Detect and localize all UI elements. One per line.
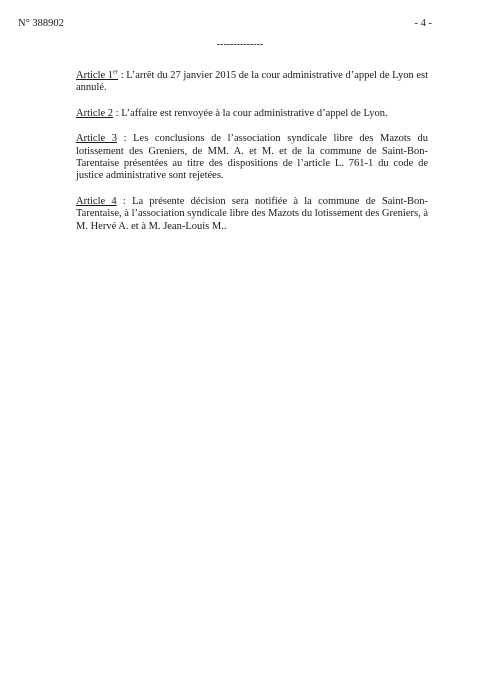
article-3-label: Article 3 xyxy=(76,133,118,145)
article-4-label: Article 4 xyxy=(76,195,117,207)
page-number: - 4 - xyxy=(414,18,432,29)
article-2-label: Article 2 xyxy=(76,107,114,119)
article-4 xyxy=(76,196,428,233)
separator-line: -------------- xyxy=(216,39,264,50)
articles-section xyxy=(76,70,428,246)
article-1-label: Article 1er xyxy=(76,68,119,81)
article-3-text: : Les conclusions de l’association syndicale libre des Mazots du lotissement des Greniers, de MM. A. et M. et de la commune de Saint-Bon-Tarentaise présentées au titre des dispositions de l’article L. 761-1 du code de justice administrative sont rejetées. xyxy=(76,133,429,182)
case-number: N° 388902 xyxy=(18,18,64,29)
article-2-text: : L’affaire est renvoyée à la cour administrative d’appel de Lyon. xyxy=(113,107,388,119)
article-2 xyxy=(76,108,428,120)
article-1-text: : L’arrêt du 27 janvier 2015 de la cour administrative d’appel de Lyon est annulé. xyxy=(76,70,428,94)
article-1 xyxy=(76,70,428,95)
article-3 xyxy=(76,133,428,183)
article-4-text: : La présente décision sera notifiée à la commune de Saint-Bon-Tarentaise, à l’association syndicale libre des Mazots du lotissement des Greniers, à M. Hervé A. et à M. Jean-Louis M.. xyxy=(76,195,428,232)
article-1-label-sup: er xyxy=(113,68,119,76)
